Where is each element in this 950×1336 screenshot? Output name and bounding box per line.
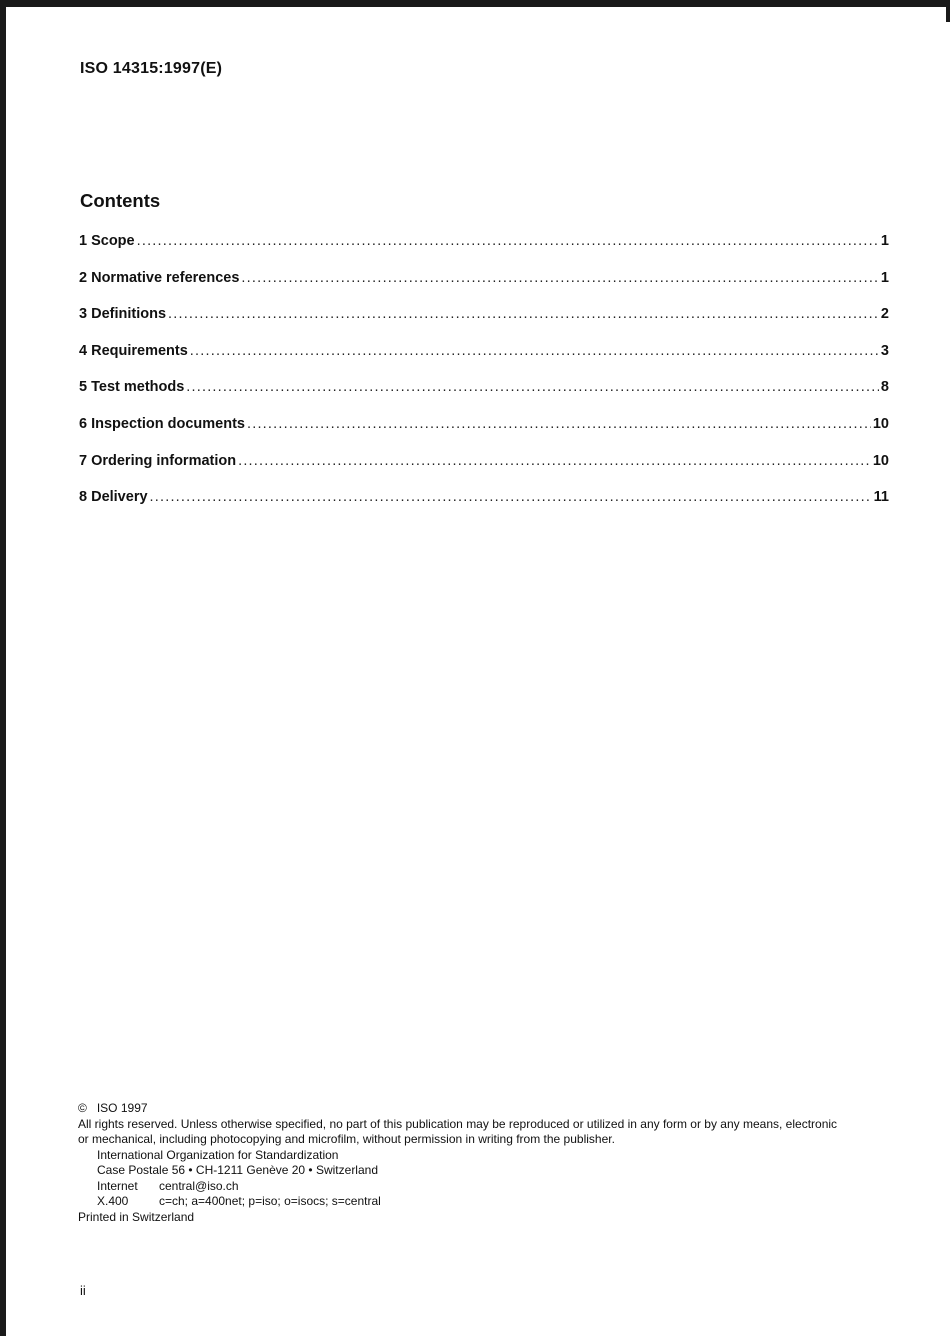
copyright-symbol: ©	[78, 1101, 87, 1115]
internet-label: Internet	[97, 1178, 138, 1193]
internet-contact	[78, 1179, 898, 1195]
toc-entry-label: 3 Definitions	[79, 306, 167, 323]
toc-entry-label: 4 Requirements	[79, 342, 188, 359]
toc-leader-dots	[247, 416, 871, 432]
toc-entry-page: 1	[880, 269, 889, 286]
toc-entry-normative-references[interactable]	[79, 270, 889, 307]
toc-entry-requirements[interactable]	[79, 343, 889, 380]
toc-leader-dots	[190, 343, 879, 359]
toc-entry-page: 2	[880, 306, 889, 323]
toc-entry-label: 1 Scope	[79, 233, 135, 249]
toc-leader-dots	[168, 306, 879, 322]
x400-label: X.400	[97, 1194, 129, 1208]
page-border-left	[0, 0, 6, 1336]
page-border-right	[946, 0, 950, 22]
toc-entry-label: 7 Ordering information	[79, 452, 237, 469]
toc-entry-label: 6 Inspection documents	[79, 415, 245, 432]
toc-leader-dots	[150, 489, 872, 505]
toc-entry-page: 3	[880, 342, 889, 359]
copyright-block	[78, 1101, 898, 1225]
toc-entry-test-methods[interactable]	[79, 379, 889, 416]
toc-leader-dots	[241, 270, 879, 286]
toc-entry-inspection-documents[interactable]	[79, 416, 889, 453]
toc-leader-dots	[186, 379, 879, 395]
rights-statement-line-2: or mechanical, including photocopying and microfilm, without permission in writing from the publisher.	[78, 1132, 615, 1146]
table-of-contents	[79, 233, 889, 526]
toc-entry-page: 10	[872, 452, 889, 469]
contents-title: Contents	[80, 190, 161, 211]
x400-value: c=ch; a=400net; p=iso; o=isocs; s=central	[159, 1194, 381, 1208]
page-border-top	[0, 0, 950, 7]
copyright-year: ISO 1997	[96, 1101, 148, 1115]
toc-entry-page: 8	[880, 379, 889, 396]
toc-entry-definitions[interactable]	[79, 306, 889, 343]
toc-entry-label: 5 Test methods	[79, 379, 185, 396]
toc-entry-page: 11	[873, 489, 889, 506]
toc-entry-label: 8 Delivery	[79, 489, 148, 506]
rights-statement-line-1: All rights reserved. Unless otherwise specified, no part of this publication may be reproduced or utilized in any form or by any means, electronic	[78, 1116, 838, 1131]
x400-contact	[78, 1194, 898, 1210]
page-number: ii	[80, 1283, 86, 1298]
toc-entry-page: 1	[880, 233, 889, 249]
document-id: ISO 14315:1997(E)	[80, 60, 223, 77]
toc-entry-ordering-information[interactable]	[79, 453, 889, 490]
toc-leader-dots	[137, 233, 879, 249]
toc-leader-dots	[238, 453, 871, 469]
internet-value: central@iso.ch	[159, 1178, 239, 1193]
toc-entry-delivery[interactable]	[79, 489, 889, 526]
printed-in: Printed in Switzerland	[78, 1209, 195, 1224]
copyright-notice	[78, 1101, 898, 1117]
toc-entry-label: 2 Normative references	[79, 269, 240, 286]
toc-entry-page: 10	[872, 415, 889, 432]
toc-entry-scope[interactable]	[79, 233, 889, 270]
organization-address: Case Postale 56 • CH-1211 Genève 20 • Switzerland	[97, 1163, 378, 1177]
organization-name: International Organization for Standardization	[97, 1147, 339, 1162]
